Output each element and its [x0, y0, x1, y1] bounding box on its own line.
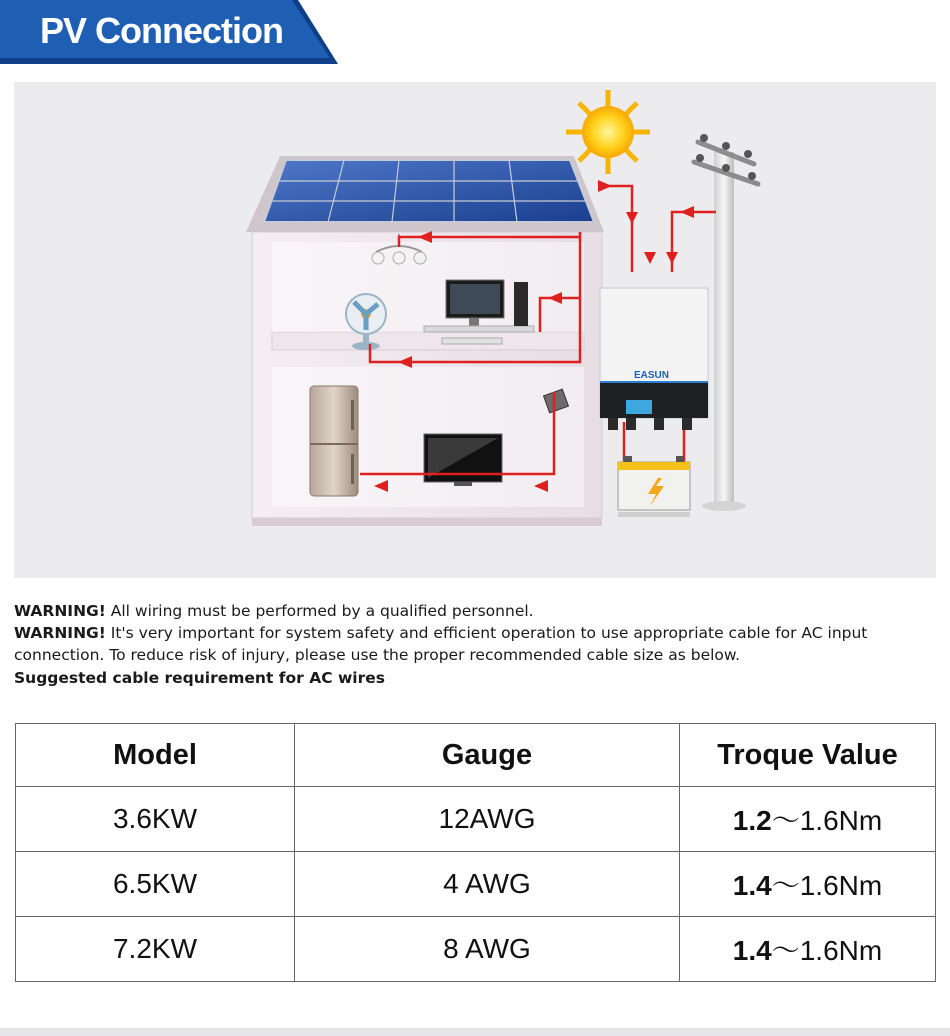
column-header-gauge: Gauge [295, 724, 680, 787]
footer-bar [0, 1028, 950, 1036]
sun-icon [566, 90, 650, 174]
table-row [16, 787, 936, 852]
torque-separator: ～ [771, 935, 800, 966]
warning-text: All wiring must be performed by a qualified personnel. [105, 602, 534, 620]
torque-separator: ～ [771, 870, 800, 901]
warning-label: WARNING! [14, 602, 106, 620]
torque-high: 1.6Nm [799, 935, 883, 966]
warning-line [14, 622, 944, 666]
gauge-cell: 8 AWG [295, 917, 680, 982]
cable-spec-table [15, 723, 936, 982]
torque-low: 1.2 [732, 805, 772, 836]
solar-panel-roof [246, 156, 604, 232]
warning-label: WARNING! [14, 624, 106, 642]
gauge-cell: 12AWG [295, 787, 680, 852]
column-header-torque: Troque Value [680, 724, 936, 787]
table-row [16, 917, 936, 982]
inverter-device [600, 288, 708, 430]
torque-low: 1.4 [732, 935, 772, 966]
inverter-brand-label: EASUN [634, 370, 670, 381]
model-cell: 7.2KW [16, 917, 295, 982]
model-cell: 6.5KW [16, 852, 295, 917]
suggested-cable-heading: Suggested cable requirement for AC wires [14, 669, 385, 687]
torque-cell [680, 917, 936, 982]
warning-text: It's very important for system safety and efficient operation to use appropriate cable for AC input connection. To reduce risk of injury, please use the proper recommended cable size as below. [14, 624, 868, 664]
refrigerator-icon [310, 386, 358, 496]
pv-system-diagram [14, 82, 936, 578]
gauge-cell: 4 AWG [295, 852, 680, 917]
page-title: PV Connection [40, 10, 284, 51]
warnings-block [14, 600, 944, 689]
torque-cell [680, 852, 936, 917]
table-row [16, 852, 936, 917]
torque-separator: ～ [771, 805, 800, 836]
battery-icon [618, 456, 690, 517]
torque-low: 1.4 [732, 870, 772, 901]
warning-line [14, 600, 944, 622]
torque-cell [680, 787, 936, 852]
column-header-model: Model [16, 724, 295, 787]
torque-high: 1.6Nm [799, 805, 883, 836]
title-banner [0, 0, 338, 64]
model-cell: 3.6KW [16, 787, 295, 852]
television-icon [424, 434, 502, 486]
torque-high: 1.6Nm [799, 870, 883, 901]
table-header-row [16, 724, 936, 787]
